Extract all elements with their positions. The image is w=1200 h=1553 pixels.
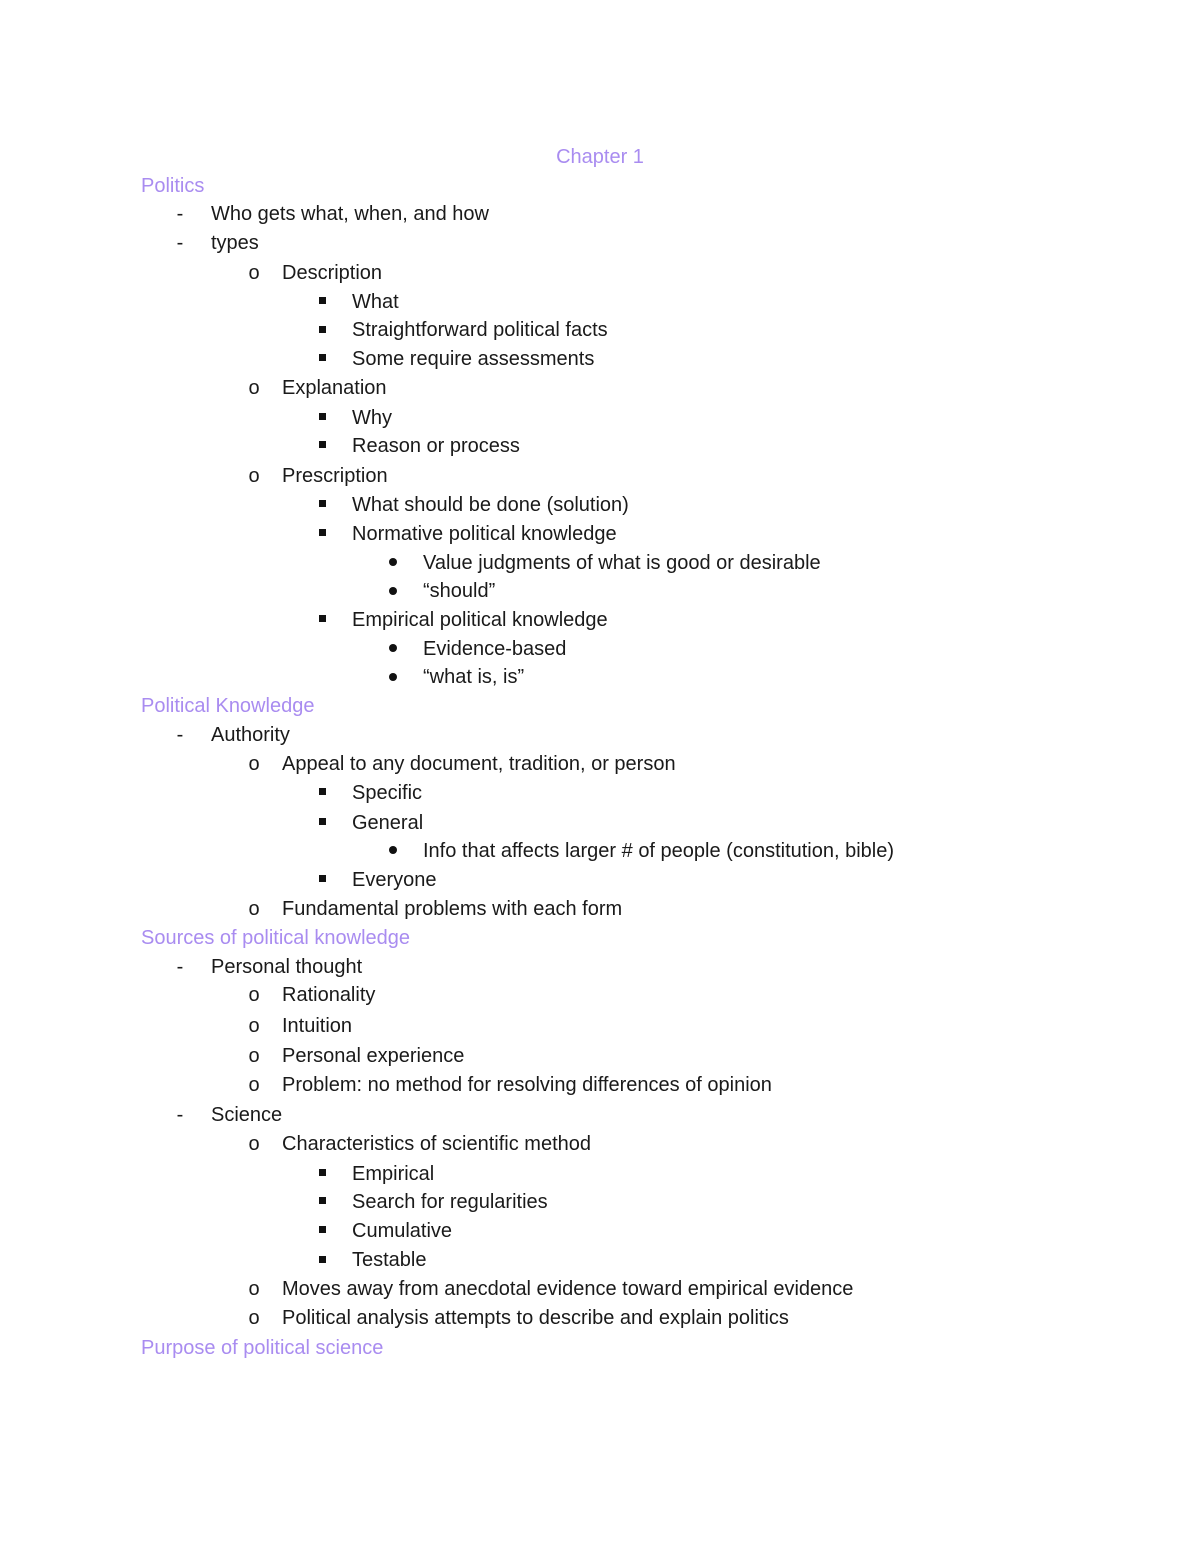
list-item: Appeal to any document, tradition, or person xyxy=(282,753,676,775)
list-item: Straightforward political facts xyxy=(352,319,608,341)
list-item: What xyxy=(352,291,399,313)
list-item: Everyone xyxy=(352,869,437,891)
square-bullet xyxy=(319,1256,326,1263)
circle-bullet: o xyxy=(248,898,260,920)
list-item: Evidence-based xyxy=(423,638,567,660)
square-bullet xyxy=(319,1226,326,1233)
list-item: Who gets what, when, and how xyxy=(211,203,489,225)
circle-bullet: o xyxy=(248,1015,260,1037)
list-item: Personal experience xyxy=(282,1045,465,1067)
square-bullet xyxy=(319,615,326,622)
square-bullet xyxy=(319,529,326,536)
dot-bullet xyxy=(389,846,397,854)
square-bullet xyxy=(319,500,326,507)
list-item: Rationality xyxy=(282,984,376,1006)
dash-bullet: - xyxy=(176,1104,184,1126)
list-item: Normative political knowledge xyxy=(352,523,617,545)
list-item: Some require assessments xyxy=(352,348,595,370)
circle-bullet: o xyxy=(248,262,260,284)
square-bullet xyxy=(319,413,326,420)
dash-bullet: - xyxy=(176,232,184,254)
list-item: “what is, is” xyxy=(423,666,525,688)
dot-bullet xyxy=(389,587,397,595)
list-item: Empirical political knowledge xyxy=(352,609,608,631)
dash-bullet: - xyxy=(176,203,184,225)
list-item: Political analysis attempts to describe and explain politics xyxy=(282,1307,789,1329)
circle-bullet: o xyxy=(248,1307,260,1329)
dash-bullet: - xyxy=(176,956,184,978)
dot-bullet xyxy=(389,558,397,566)
list-item: Moves away from anecdotal evidence toward empirical evidence xyxy=(282,1278,854,1300)
list-item: Explanation xyxy=(282,377,387,399)
list-item: Prescription xyxy=(282,465,388,487)
list-item: General xyxy=(352,812,424,834)
circle-bullet: o xyxy=(248,1133,260,1155)
list-item: “should” xyxy=(423,580,496,602)
square-bullet xyxy=(319,1197,326,1204)
square-bullet xyxy=(319,297,326,304)
list-item: Info that affects larger # of people (constitution, bible) xyxy=(423,840,895,862)
circle-bullet: o xyxy=(248,465,260,487)
list-item: Authority xyxy=(211,724,290,746)
list-item: Description xyxy=(282,262,383,284)
square-bullet xyxy=(319,1169,326,1176)
circle-bullet: o xyxy=(248,753,260,775)
section-heading-purpose: Purpose of political science xyxy=(141,1337,384,1359)
circle-bullet: o xyxy=(248,377,260,399)
list-item: Testable xyxy=(352,1249,427,1271)
dot-bullet xyxy=(389,644,397,652)
square-bullet xyxy=(319,875,326,882)
square-bullet xyxy=(319,818,326,825)
circle-bullet: o xyxy=(248,1278,260,1300)
circle-bullet: o xyxy=(248,1045,260,1067)
section-heading-sources: Sources of political knowledge xyxy=(141,927,411,949)
list-item: Reason or process xyxy=(352,435,520,457)
square-bullet xyxy=(319,326,326,333)
dash-bullet: - xyxy=(176,724,184,746)
square-bullet xyxy=(319,354,326,361)
list-item: Empirical xyxy=(352,1163,435,1185)
list-item: types xyxy=(211,232,259,254)
list-item: Intuition xyxy=(282,1015,353,1037)
section-heading-politics: Politics xyxy=(141,175,205,197)
circle-bullet: o xyxy=(248,1074,260,1096)
list-item: Specific xyxy=(352,782,423,804)
list-item: Value judgments of what is good or desirable xyxy=(423,552,821,574)
list-item: Personal thought xyxy=(211,956,363,978)
dot-bullet xyxy=(389,673,397,681)
list-item: Problem: no method for resolving differences of opinion xyxy=(282,1074,772,1096)
square-bullet xyxy=(319,441,326,448)
circle-bullet: o xyxy=(248,984,260,1006)
section-heading-political-knowledge: Political Knowledge xyxy=(141,695,315,717)
list-item: Science xyxy=(211,1104,283,1126)
list-item: Search for regularities xyxy=(352,1191,548,1213)
list-item: Characteristics of scientific method xyxy=(282,1133,592,1155)
list-item: What should be done (solution) xyxy=(352,494,629,516)
chapter-title: Chapter 1 xyxy=(556,146,644,168)
list-item: Cumulative xyxy=(352,1220,453,1242)
square-bullet xyxy=(319,788,326,795)
list-item: Why xyxy=(352,407,392,429)
list-item: Fundamental problems with each form xyxy=(282,898,623,920)
